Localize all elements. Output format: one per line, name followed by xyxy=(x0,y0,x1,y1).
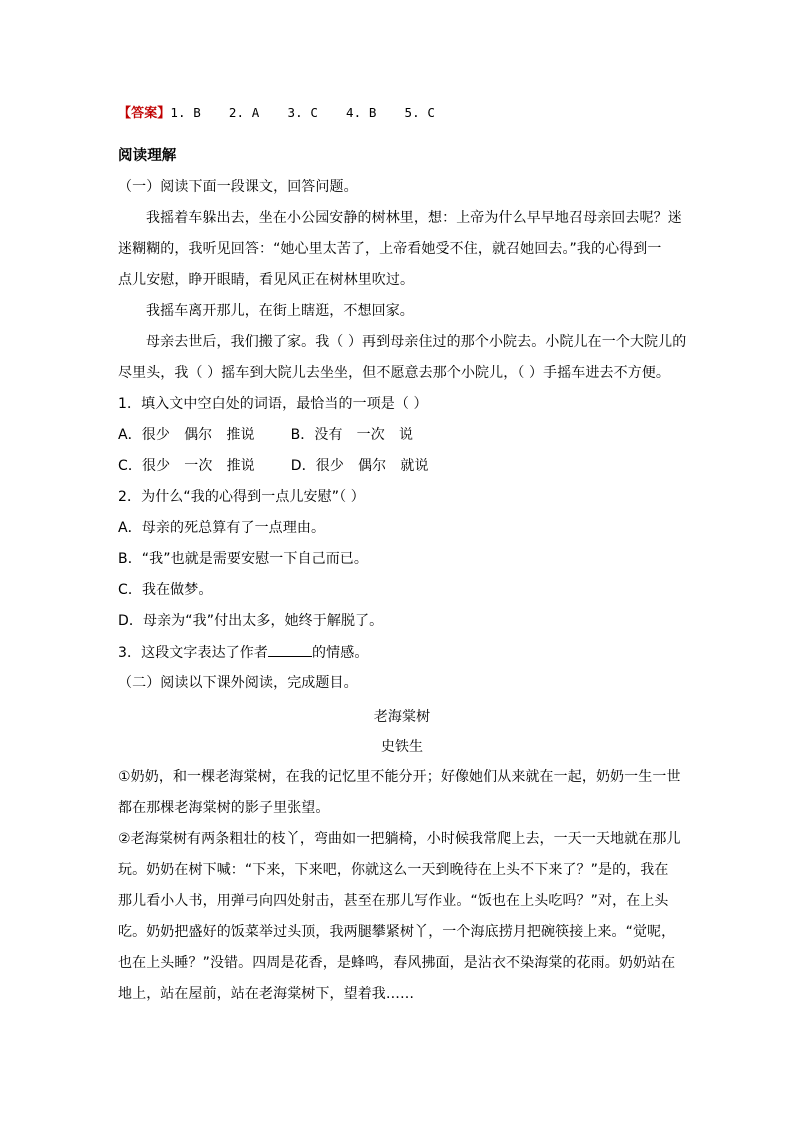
answer-item: 2. A xyxy=(228,105,260,120)
question-1: 1．填入文中空白处的词语，最恰当的一项是（ ） xyxy=(118,396,428,412)
part1-para1-line: 迷糊糊的，我听见回答：“她心里太苦了，上帝看她受不住，就召她回去。”我的心得到一 xyxy=(118,241,662,257)
answer-item: 5. C xyxy=(404,105,435,120)
section-title: 阅读理解 xyxy=(118,148,177,164)
q2-option: D．母亲为“我”付出太多，她终于解脱了。 xyxy=(118,613,384,629)
part2-para1-line: ①奶奶，和一棵老海棠树，在我的记忆里不能分开；好像她们从来就在一起，奶奶一生一世 xyxy=(118,769,681,785)
q2-option: A．母亲的死总算有了一点理由。 xyxy=(118,520,326,536)
part2-para2-line: 那儿看小人书，用弹弓向四处射击，甚至在那儿写作业。“饭也在上头吃吗？”对，在上头 xyxy=(118,893,669,909)
q1-option-row xyxy=(118,425,413,445)
part2-para2-line: 也在上头睡？”没错。四周是花香，是蜂鸣，春风拂面，是沾衣不染海棠的花雨。奶奶站在 xyxy=(118,955,676,971)
q1-option-row xyxy=(118,456,429,476)
answer-label: 【答案】 xyxy=(118,106,171,121)
answer-item: 1. B xyxy=(170,105,201,120)
q2-option: B．“我”也就是需要安慰一下自己而已。 xyxy=(118,551,369,567)
article-title: 老海棠树 xyxy=(373,709,431,725)
answer-line xyxy=(118,103,435,124)
part2-para2-line: ②老海棠树有两条粗壮的枝丫，弯曲如一把躺椅，小时候我常爬上去，一天一天地就在那儿 xyxy=(118,831,681,847)
answer-item: 4. B xyxy=(345,105,377,120)
part2-para2-line: 地上，站在屋前，站在老海棠树下，望着我…… xyxy=(118,986,415,1002)
part2-intro: （二）阅读以下课外阅读，完成题目。 xyxy=(118,675,358,691)
q1-option: B．没有 一次 说 xyxy=(290,427,414,443)
q2-option: C．我在做梦。 xyxy=(118,582,213,598)
part1-intro: （一）阅读下面一段课文，回答问题。 xyxy=(118,179,358,195)
answer-blank[interactable] xyxy=(268,642,312,657)
q1-option: D．很少 偶尔 就说 xyxy=(290,458,429,474)
part1-para2: 我摇车离开那儿，在街上瞎逛，不想回家。 xyxy=(146,303,414,319)
question-3: 3．这段文字表达了作者 的情感。 xyxy=(118,642,368,663)
part1-para1-line: 我摇着车躲出去，坐在小公园安静的树林里，想：上帝为什么早早地召母亲回去呢？迷 xyxy=(146,210,682,226)
part2-para2-line: 吃。奶奶把盛好的饭菜举过头顶，我两腿攀紧树丫，一个海底捞月把碗筷接上来。“觉呢， xyxy=(118,924,676,940)
article-author: 史铁生 xyxy=(380,739,424,755)
part2-para1-line: 都在那棵老海棠树的影子里张望。 xyxy=(118,800,330,816)
q1-option: C．很少 一次 推说 xyxy=(118,458,255,474)
part2-para2-line: 玩。奶奶在树下喊：“下来，下来吧，你就这么一天到晚待在上头不下来了？”是的，我在 xyxy=(118,862,669,878)
document-page xyxy=(118,0,686,1123)
part1-para1-line: 点儿安慰，睁开眼睛，看见风正在树林里吹过。 xyxy=(118,272,415,288)
question-2: 2．为什么“我的心得到一点儿安慰”（ ） xyxy=(118,489,365,505)
q1-option: A．很少 偶尔 推说 xyxy=(118,427,255,443)
answer-item: 3. C xyxy=(287,105,318,120)
part1-para3-line: 尽里头，我（ ）摇车到大院儿去坐坐，但不愿意去那个小院儿，（ ）手摇车进去不方便。 xyxy=(118,365,670,381)
part1-para3-line: 母亲去世后，我们搬了家。我（ ）再到母亲住过的那个小院去。小院儿在一个大院儿的 xyxy=(146,334,687,350)
